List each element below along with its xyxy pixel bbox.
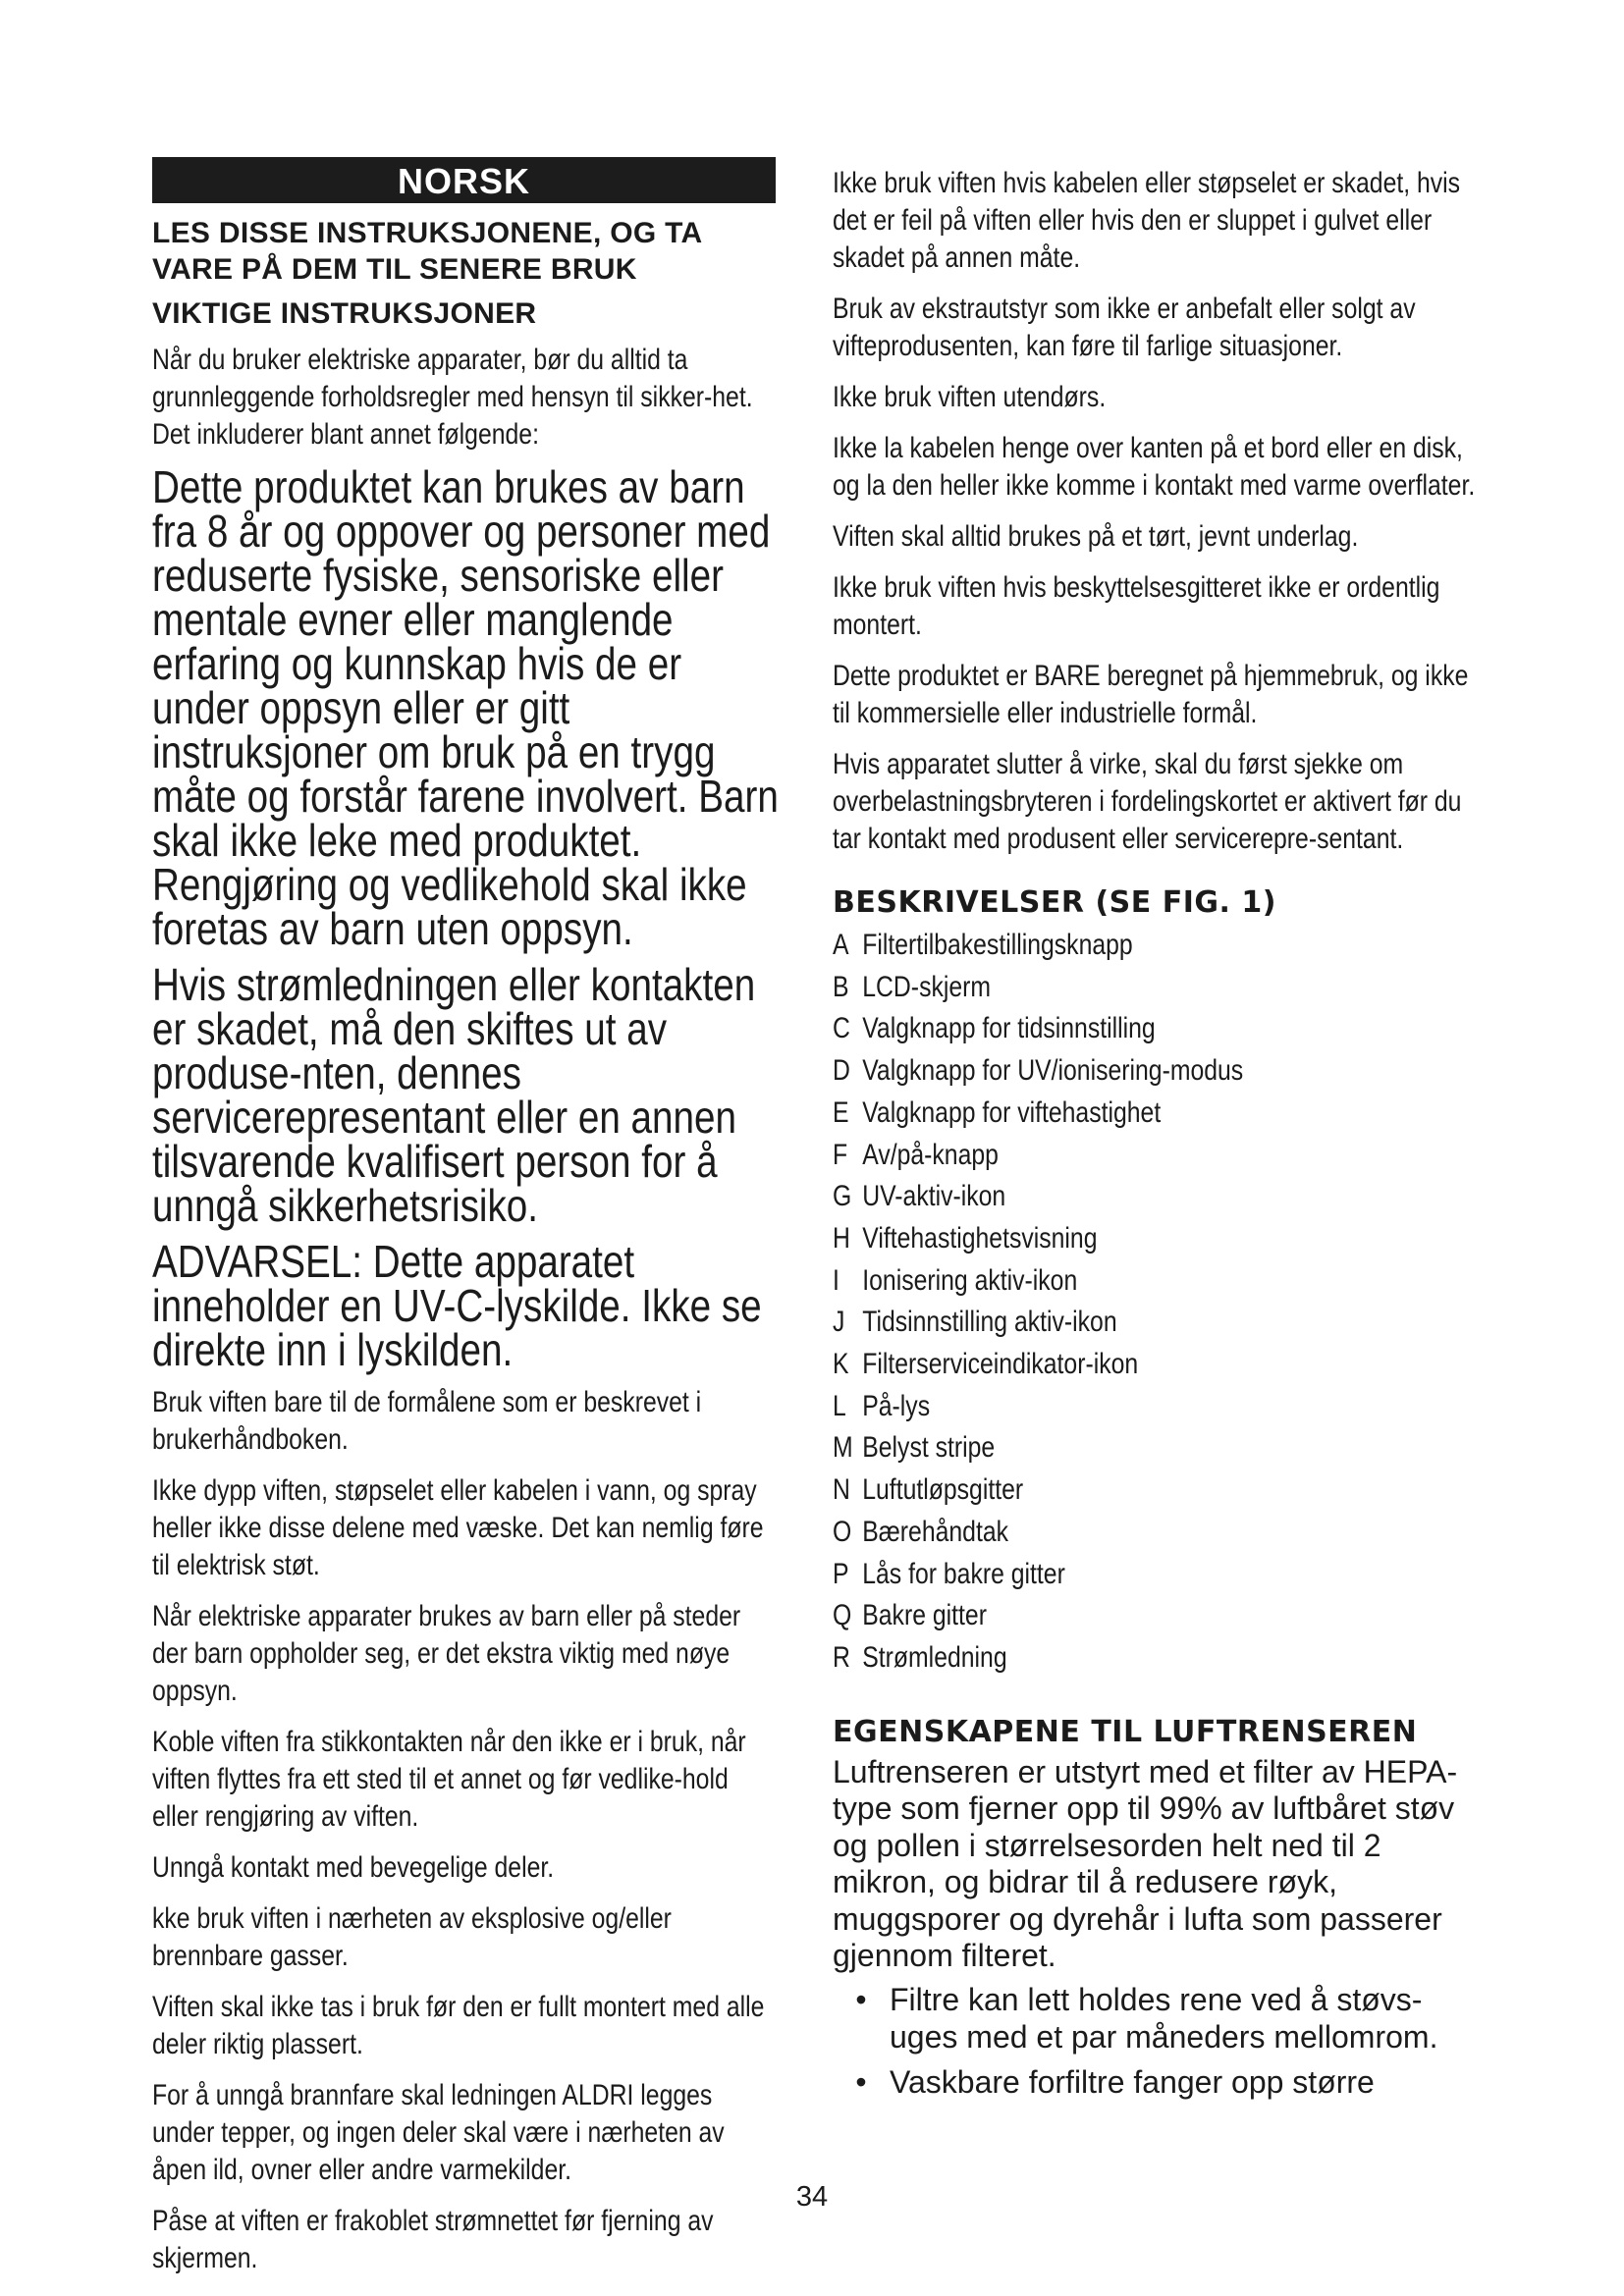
part-label: LCD-skjerm bbox=[862, 970, 992, 1003]
part-label: Belyst stripe bbox=[862, 1431, 996, 1465]
part-letter: A bbox=[833, 929, 849, 961]
part-letter: C bbox=[833, 1012, 850, 1045]
part-label: Luftutløpsgitter bbox=[862, 1473, 1024, 1507]
part-letter: F bbox=[833, 1138, 848, 1171]
features-heading: EGENSKAPENE TIL LUFTRENSEREN bbox=[833, 1714, 1418, 1749]
part-letter: J bbox=[833, 1306, 845, 1339]
part-item bbox=[833, 1637, 1481, 1680]
part-label: Lås for bakre gitter bbox=[862, 1557, 1065, 1590]
part-letter: I bbox=[833, 1263, 839, 1297]
instruction-paragraph: Dette produktet er BARE beregnet på hjemmebruk, og ikke til kommersielle eller industrielle formål. bbox=[833, 660, 1469, 729]
part-label: Filtertilbakestillingsknapp bbox=[862, 929, 1133, 961]
part-item bbox=[833, 1260, 1481, 1303]
part-label: Strømledning bbox=[862, 1640, 1007, 1674]
part-item bbox=[833, 1595, 1481, 1637]
instruction-paragraph: kke bruk viften i nærheten av eksplosive og/eller brennbare gasser. bbox=[152, 1902, 672, 1972]
bullet-text: Vaskbare forfiltre fanger opp større bbox=[890, 2063, 1375, 2100]
instruction-paragraph: Hvis apparatet slutter å virke, skal du først sjekke om overbelastningsbryteren i fordelingskortet er aktivert før du tar kontakt med produsent eller servicerepre-sentant. bbox=[833, 748, 1462, 855]
instruction-paragraph: Ikke bruk viften utendørs. bbox=[833, 381, 1107, 413]
features-bullet-list bbox=[833, 1981, 1481, 2101]
bullet-text: Filtre kan lett holdes rene ved å støvs-uges med et par måneders mellomrom. bbox=[890, 1981, 1438, 2055]
descriptions-heading: BESKRIVELSER (SE FIG. 1) bbox=[833, 885, 1276, 920]
part-label: Valgknapp for viftehastighet bbox=[862, 1095, 1162, 1129]
part-item bbox=[833, 1093, 1481, 1135]
instruction-paragraph: Koble viften fra stikkontakten når den ikke er i bruk, når viften flyttes fra ett sted til et annet og før vedlike-hold eller rengjøring av viften. bbox=[152, 1726, 746, 1833]
part-item bbox=[833, 1554, 1481, 1596]
part-item bbox=[833, 1218, 1481, 1260]
instruction-paragraph: Viften skal ikke tas i bruk før den er fullt montert med alle deler riktig plassert. bbox=[152, 1991, 765, 2060]
part-letter: K bbox=[833, 1348, 849, 1381]
warning-cord-paragraph: Hvis strømledningen eller kontakten er skadet, må den skiftes ut av produse-nten, dennes servicerepresentant eller en annen tilsvarende kvalifisert person for å unngå sikkerhetsrisiko. bbox=[152, 959, 756, 1231]
main-heading: LES DISSE INSTRUKSJONENE, OG TA VARE PÅ DEM TIL SENERE BRUK bbox=[152, 217, 702, 286]
part-item bbox=[833, 1386, 1481, 1428]
part-label: På-lys bbox=[862, 1389, 931, 1422]
list-item bbox=[833, 2063, 1481, 2101]
part-letter: B bbox=[833, 970, 849, 1003]
features-paragraph: Luftrenseren er utstyrt med et filter av HEPA-type som fjerner opp til 99% av luftbåret støv og pollen i størrelsesorden helt ned til 2 mikron, og bidrar til å redusere røyk, muggsporer og dyrehår i lufta som passerer gjennom filteret. bbox=[833, 1753, 1458, 1974]
instruction-paragraph: Ikke bruk viften hvis beskyttelsesgitteret ikke er ordentlig montert. bbox=[833, 571, 1440, 641]
part-item bbox=[833, 1176, 1481, 1218]
sub-heading: VIKTIGE INSTRUKSJONER bbox=[152, 297, 537, 330]
instruction-paragraph: Bruk viften bare til de formålene som er beskrevet i brukerhåndboken. bbox=[152, 1386, 702, 1456]
part-label: Av/på-knapp bbox=[862, 1138, 999, 1171]
warning-children-paragraph: Dette produktet kan brukes av barn fra 8 år og oppover og personer med reduserte fysiske, sensoriske eller mentale evner eller manglende erfaring og kunnskap hvis de er under oppsyn eller er gitt instruksjoner om bruk på en trygg måte og forstår farene involvert. Barn skal ikke leke med produktet. Rengjøring og vedlikehold skal ikke foretas av barn uten oppsyn. bbox=[152, 461, 779, 954]
list-item bbox=[833, 1981, 1481, 2056]
right-column bbox=[833, 165, 1481, 2109]
part-item bbox=[833, 1008, 1481, 1050]
warning-uvc-paragraph: ADVARSEL: Dette apparatet inneholder en UV-C-lyskilde. Ikke se direkte inn i lyskilden. bbox=[152, 1236, 762, 1375]
instruction-paragraph: Unngå kontakt med bevegelige deler. bbox=[152, 1851, 555, 1884]
part-letter: O bbox=[833, 1515, 852, 1548]
part-letter: E bbox=[833, 1095, 849, 1129]
page-number: 34 bbox=[795, 2181, 829, 2213]
part-item bbox=[833, 1302, 1481, 1344]
part-letter: H bbox=[833, 1221, 850, 1255]
language-banner: NORSK bbox=[152, 157, 776, 203]
part-label: Valgknapp for UV/ionisering-modus bbox=[862, 1054, 1244, 1088]
part-letter: D bbox=[833, 1054, 850, 1088]
part-item bbox=[833, 1050, 1481, 1093]
part-label: Tidsinnstilling aktiv-ikon bbox=[862, 1306, 1117, 1339]
instruction-paragraph: For å unngå brannfare skal ledningen ALDRI legges under tepper, og ingen deler skal være i nærheten av åpen ild, ovner eller andre varmekilder. bbox=[152, 2079, 725, 2186]
part-letter: L bbox=[833, 1389, 846, 1422]
instruction-paragraph: Ikke dypp viften, støpselet eller kabelen i vann, og spray heller ikke disse delene med væske. Det kan nemlig føre til elektrisk støt. bbox=[152, 1474, 764, 1581]
bullet-icon: • bbox=[855, 1981, 867, 2017]
intro-paragraph: Når du bruker elektriske apparater, bør du alltid ta grunnleggende forholdsregler med hensyn til sikker-het. Det inkluderer blant annet følgende: bbox=[152, 344, 753, 451]
part-letter: M bbox=[833, 1431, 853, 1465]
instruction-paragraph: Bruk av ekstrautstyr som ikke er anbefalt eller solgt av vifteprodusenten, kan føre til farlige situasjoner. bbox=[833, 293, 1416, 362]
part-item bbox=[833, 967, 1481, 1009]
part-letter: N bbox=[833, 1473, 850, 1507]
part-item bbox=[833, 925, 1481, 967]
part-letter: Q bbox=[833, 1599, 852, 1632]
part-label: UV-aktiv-ikon bbox=[862, 1180, 1006, 1213]
part-label: Viftehastighetsvisning bbox=[862, 1221, 1098, 1255]
part-item bbox=[833, 1512, 1481, 1554]
instruction-paragraph: Viften skal alltid brukes på et tørt, jevnt underlag. bbox=[833, 520, 1359, 553]
instruction-paragraph: Ikke la kabelen henge over kanten på et bord eller en disk, og la den heller ikke komme i kontakt med varme overflater. bbox=[833, 432, 1476, 502]
part-label: Filterserviceindikator-ikon bbox=[862, 1348, 1139, 1381]
instruction-paragraph: Ikke bruk viften hvis kabelen eller støpselet er skadet, hvis det er feil på viften eller hvis den er sluppet i gulvet eller skadet på annen måte. bbox=[833, 167, 1461, 274]
part-item bbox=[833, 1427, 1481, 1469]
part-item bbox=[833, 1344, 1481, 1386]
part-label: Bærehåndtak bbox=[862, 1515, 1009, 1548]
part-label: Bakre gitter bbox=[862, 1599, 987, 1632]
part-letter: G bbox=[833, 1180, 852, 1213]
part-letter: P bbox=[833, 1557, 849, 1590]
left-column bbox=[152, 157, 781, 2291]
part-item bbox=[833, 1469, 1481, 1512]
part-item bbox=[833, 1135, 1481, 1177]
part-label: Ionisering aktiv-ikon bbox=[862, 1263, 1078, 1297]
part-letter: R bbox=[833, 1640, 850, 1674]
part-label: Valgknapp for tidsinnstilling bbox=[862, 1012, 1156, 1045]
bullet-icon: • bbox=[855, 2063, 867, 2100]
parts-list bbox=[833, 925, 1481, 1680]
instruction-paragraph: Når elektriske apparater brukes av barn eller på steder der barn oppholder seg, er det ekstra viktig med nøye oppsyn. bbox=[152, 1600, 741, 1707]
instruction-paragraph: Påse at viften er frakoblet strømnettet før fjerning av skjermen. bbox=[152, 2205, 714, 2274]
